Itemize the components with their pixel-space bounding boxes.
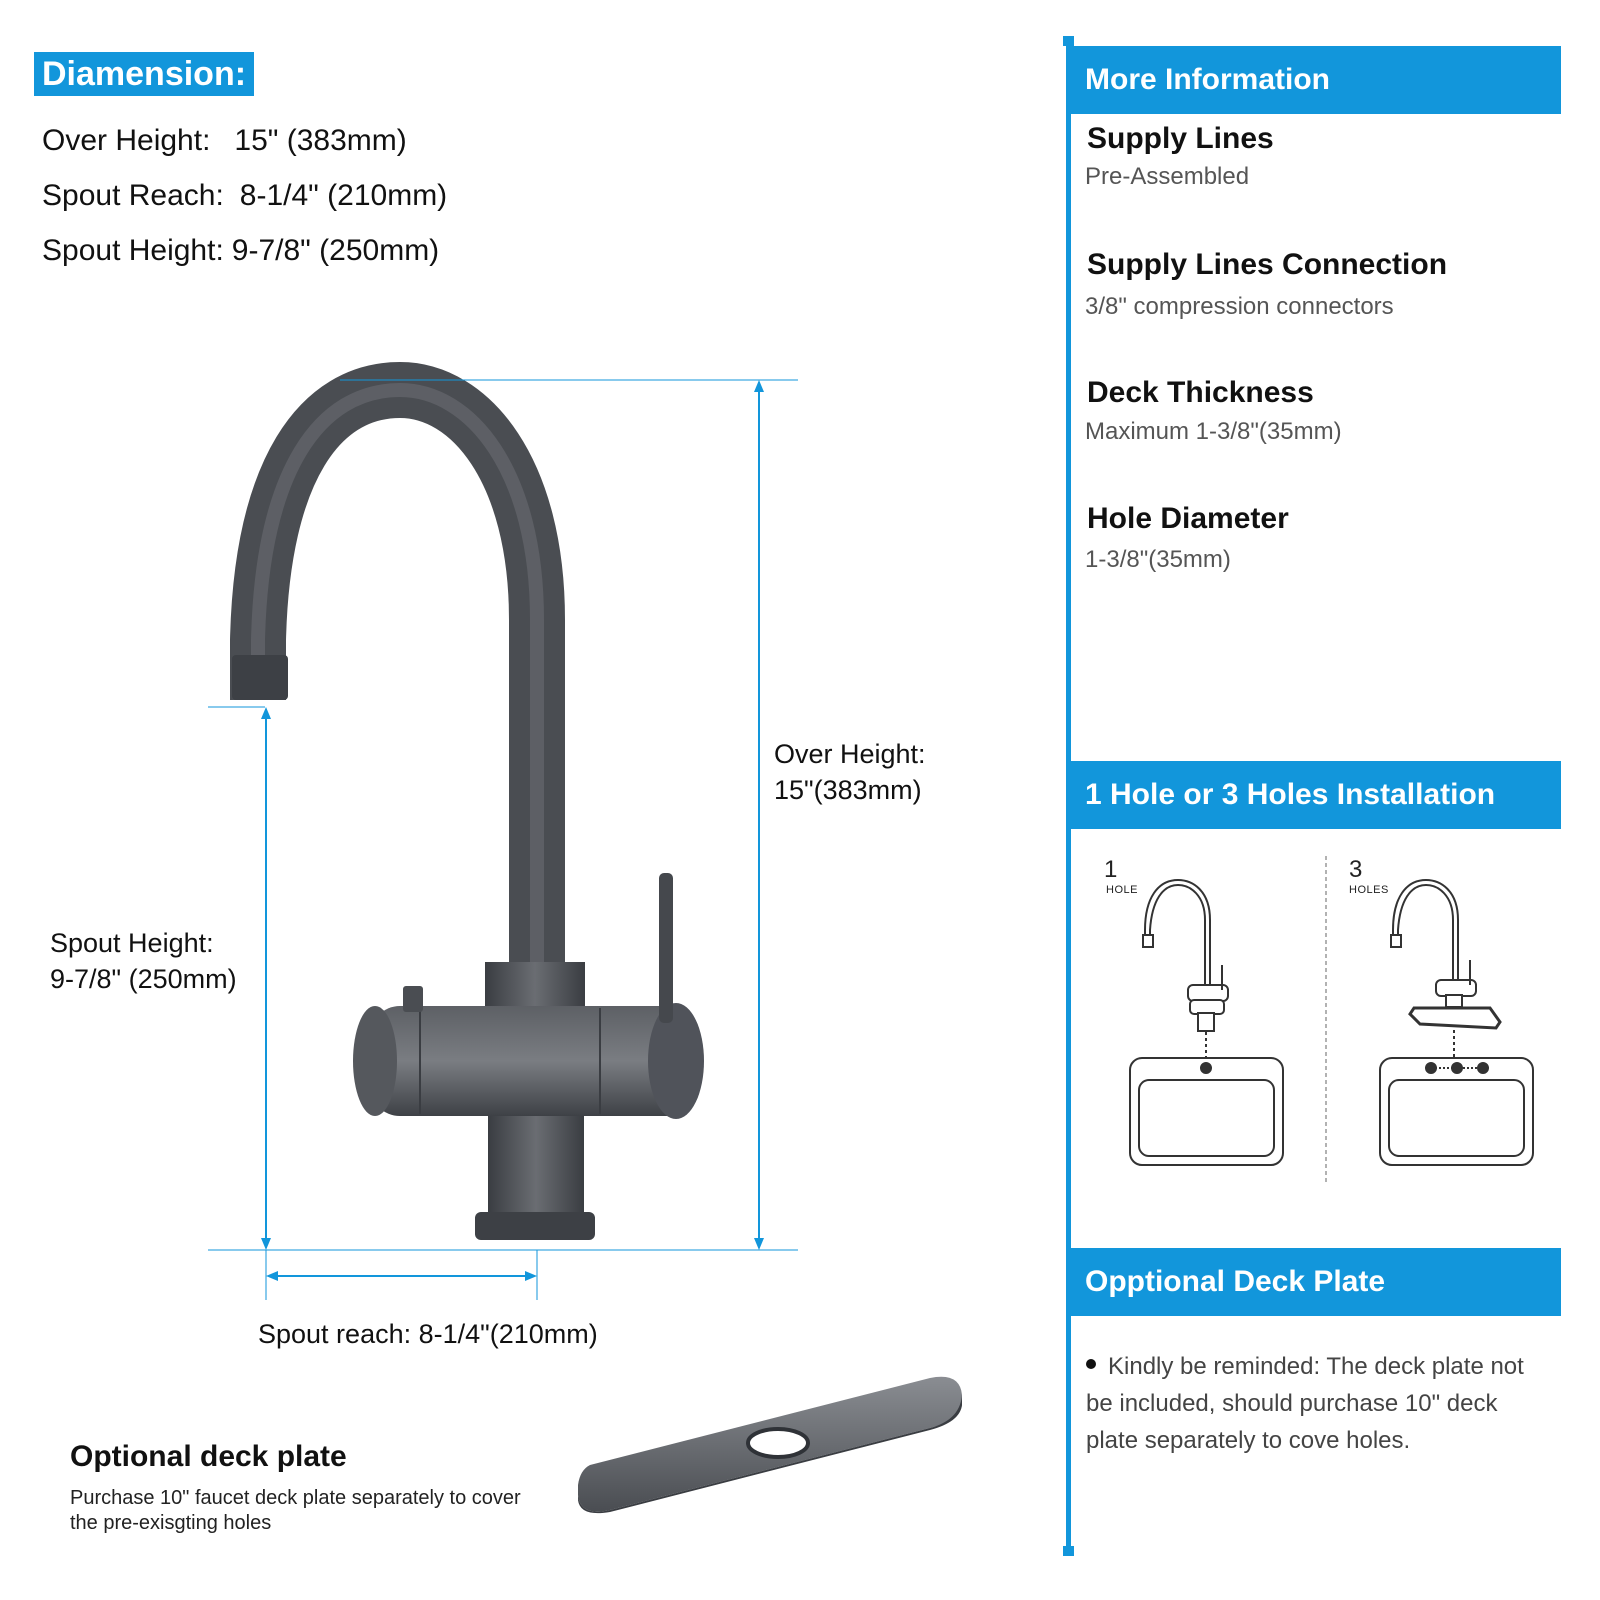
dimension-label: Spout Reach: (42, 179, 224, 212)
dimension-label: Over Height: (42, 124, 211, 157)
spout-reach-label: Spout reach: 8-1/4"(210mm) (258, 1319, 598, 1349)
spout-height-label: Spout Height: (50, 928, 214, 958)
one-hole-faucet-icon (1143, 880, 1228, 1060)
deck-plate-header: Opptional Deck Plate (1071, 1248, 1561, 1316)
one-hole-label: HOLE (1106, 884, 1138, 896)
info-heading-supply-lines-connection: Supply Lines Connection (1087, 248, 1448, 281)
info-heading-hole-diameter: Hole Diameter (1087, 502, 1289, 535)
one-hole-sink-icon (1130, 1058, 1283, 1165)
over-height-value: 15"(383mm) (774, 775, 922, 805)
deck-plate-notice-text: Kindly be reminded: The deck plate not be included, should purchase 10" deck plate separately to cove holes. (1086, 1353, 1524, 1454)
dimension-value: 15" (383mm) (234, 124, 407, 157)
dimension-value: 8-1/4" (210mm) (239, 179, 448, 212)
spout-height-value: 9-7/8" (250mm) (50, 964, 237, 994)
info-heading-deck-thickness: Deck Thickness (1087, 376, 1314, 409)
optional-deck-title: Optional deck plate (70, 1440, 347, 1473)
three-holes-sink-icon (1380, 1058, 1533, 1165)
dimension-label: Spout Height: (42, 234, 224, 267)
one-hole-number: 1 (1104, 856, 1118, 883)
dimension-value: 9-7/8" (250mm) (231, 234, 440, 267)
more-info-header: More Information (1071, 46, 1561, 114)
info-value-supply-lines: Pre-Assembled (1085, 163, 1250, 190)
installation-header: 1 Hole or 3 Holes Installation (1071, 761, 1561, 829)
info-value-hole-diameter: 1-3/8"(35mm) (1085, 546, 1231, 573)
three-holes-faucet-icon (1391, 880, 1500, 1060)
info-heading-supply-lines: Supply Lines (1087, 122, 1274, 155)
three-holes-number: 3 (1349, 856, 1363, 883)
three-holes-label: HOLES (1349, 884, 1389, 896)
info-value-supply-lines-connection: 3/8" compression connectors (1085, 293, 1394, 320)
bullet-icon (1086, 1359, 1096, 1369)
deck-plate-notice (1086, 1348, 1556, 1459)
optional-deck-description: Purchase 10" faucet deck plate separately to cover the pre-exisgting holes (70, 1487, 521, 1534)
over-height-label: Over Height: (774, 739, 926, 769)
info-value-deck-thickness: Maximum 1-3/8"(35mm) (1085, 418, 1342, 445)
dimension-title: Diamension: (34, 52, 254, 96)
